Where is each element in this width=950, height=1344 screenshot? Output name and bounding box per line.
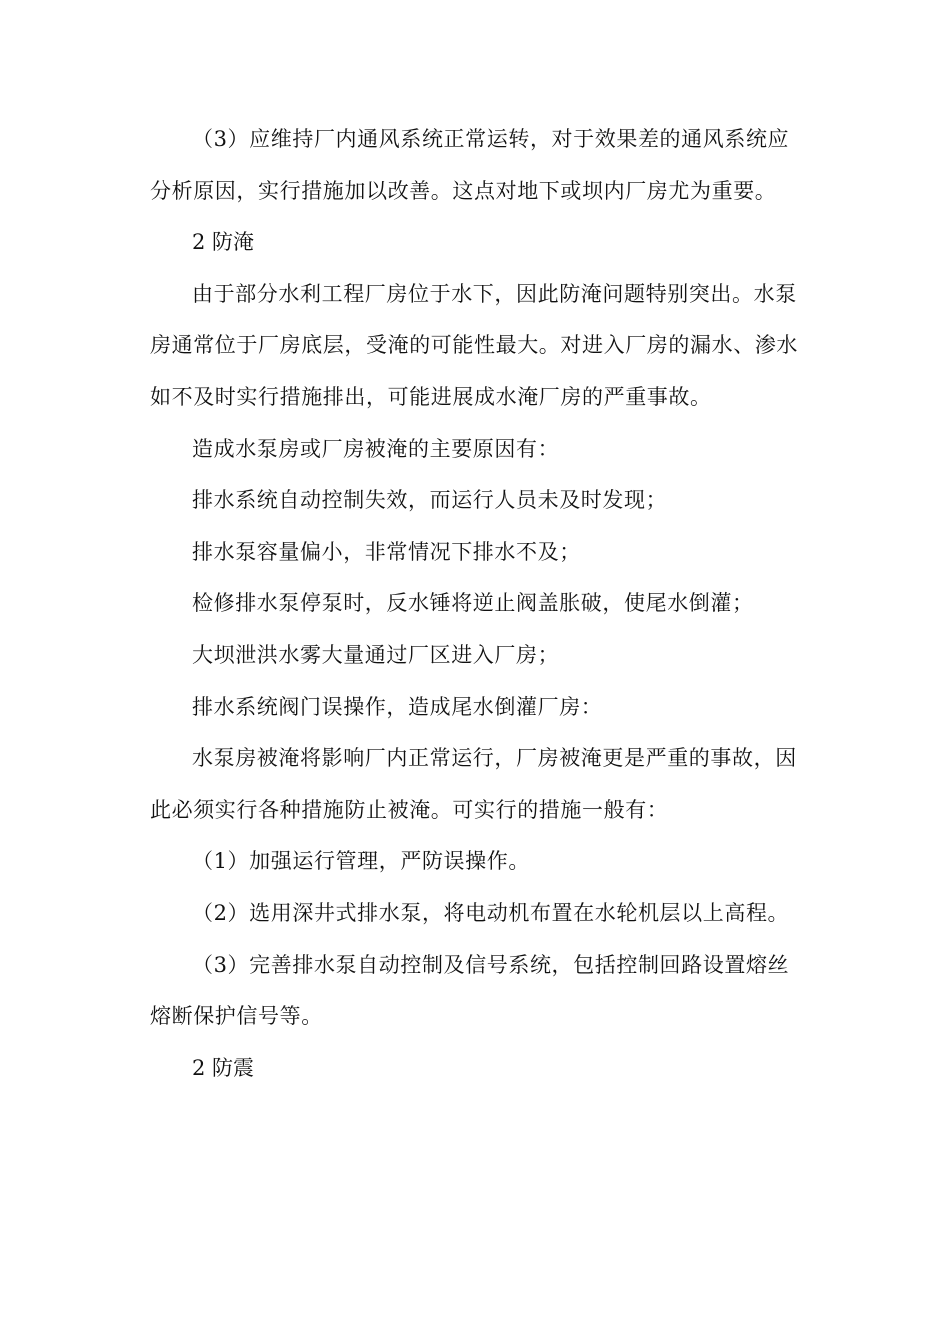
paragraph-measures-lead: 水泵房被淹将影响厂内正常运行，厂房被淹更是严重的事故，因此必须实行各种措施防止被淹。可实行的措施一般有： (150, 746, 797, 822)
paragraph-measure-1: （1）加强运行管理，严防误操作。 (192, 849, 530, 874)
paragraph-measure-2: （2）选用深井式排水泵，将电动机布置在水轮机层以上高程。 (192, 900, 790, 925)
paragraph-cause-1: 排水系统自动控制失效，而运行人员未及时发现； (192, 488, 668, 513)
section-heading-flood-prevention: 2 防淹 (192, 230, 255, 255)
document-body (150, 114, 800, 1094)
paragraph-cause-4: 大坝泄洪水雾大量通过厂区进入厂房； (192, 642, 560, 667)
paragraph-cause-5: 排水系统阀门误操作，造成尾水倒灌厂房： (192, 694, 603, 719)
paragraph-measure-3: （3）完善排水泵自动控制及信号系统，包括控制回路设置熔丝熔断保护信号等。 (150, 952, 790, 1029)
paragraph-cause-3: 检修排水泵停泵时，反水锤将逆止阀盖胀破，使尾水倒灌； (192, 591, 754, 616)
paragraph-flood-intro: 由于部分水利工程厂房位于水下，因此防淹问题特别突出。水泵房通常位于厂房底层，受淹的可能性最大。对进入厂房的漏水、渗水如不及时实行措施排出，可能进展成水淹厂房的严重事故。 (150, 281, 798, 409)
section-heading-earthquake-prevention: 2 防震 (192, 1055, 255, 1080)
paragraph-cause-2: 排水泵容量偏小，非常情况下排水不及； (192, 539, 581, 564)
paragraph-flood-causes-lead: 造成水泵房或厂房被淹的主要原因有： (192, 436, 560, 461)
paragraph-ventilation-item-3: （3）应维持厂内通风系统正常运转，对于效果差的通风系统应分析原因，实行措施加以改善。这点对地下或坝内厂房尤为重要。 (150, 127, 790, 203)
